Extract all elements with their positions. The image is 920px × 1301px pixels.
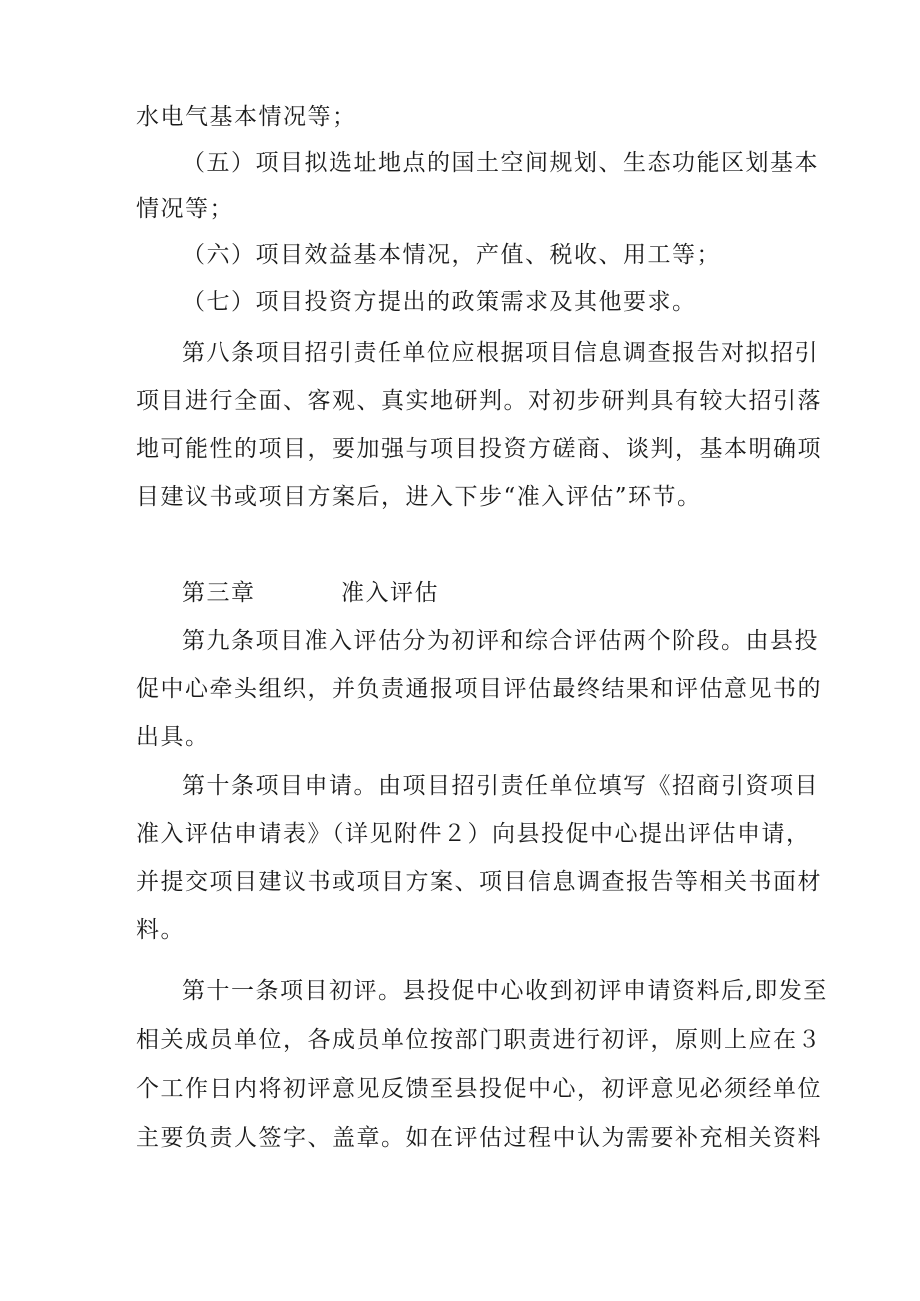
paragraph-line: 相关成员单位，各成员单位按部门职责进行初评，原则上应在３ (136, 1027, 822, 1053)
paragraph-line: （六）项目效益基本情况，产值、税收、用工等； (182, 242, 721, 268)
paragraph-line: 水电气基本情况等； (136, 104, 357, 130)
paragraph-line: 料。 (136, 917, 185, 943)
paragraph-line: （五）项目拟选址地点的国土空间规划、生态功能区划基本 (182, 150, 819, 176)
paragraph-line: 项目进行全面、客观、真实地研判。对初步研判具有较大招引落 (136, 388, 822, 414)
chapter-number: 第三章 (182, 580, 256, 606)
paragraph-line: 促中心牵头组织，并负责通报项目评估最终结果和评估意见书的 (136, 676, 822, 702)
paragraph-line: 准入评估申请表》（详见附件２）向县投促中心提出评估申请， (136, 821, 811, 847)
paragraph-line: 第八条项目招引责任单位应根据项目信息调查报告对拟招引 (182, 340, 819, 366)
paragraph-line: 情况等； (136, 196, 234, 222)
paragraph-line: 出具。 (136, 724, 210, 750)
paragraph-line: 目建议书或项目方案后，进入下步“准入评估”环节。 (136, 484, 702, 510)
paragraph-line: （七）项目投资方提出的政策需求及其他要求。 (182, 289, 697, 315)
paragraph-line: 地可能性的项目，要加强与项目投资方磋商、谈判，基本明确项 (136, 436, 822, 462)
paragraph-line: 第十条项目申请。由项目招引责任单位填写《招商引资项目 (182, 773, 819, 799)
paragraph-line: 主要负责人签字、盖章。如在评估过程中认为需要补充相关资料 (136, 1125, 822, 1151)
paragraph-line: 并提交项目建议书或项目方案、项目信息调查报告等相关书面材 (136, 869, 822, 895)
paragraph-line: 第十一条项目初评。县投促中心收到初评申请资料后,即发至 (182, 978, 828, 1004)
chapter-title: 准入评估 (341, 580, 439, 606)
paragraph-line: 第九条项目准入评估分为初评和综合评估两个阶段。由县投 (182, 628, 819, 654)
paragraph-line: 个工作日内将初评意见反馈至县投促中心，初评意见必须经单位 (136, 1076, 822, 1102)
